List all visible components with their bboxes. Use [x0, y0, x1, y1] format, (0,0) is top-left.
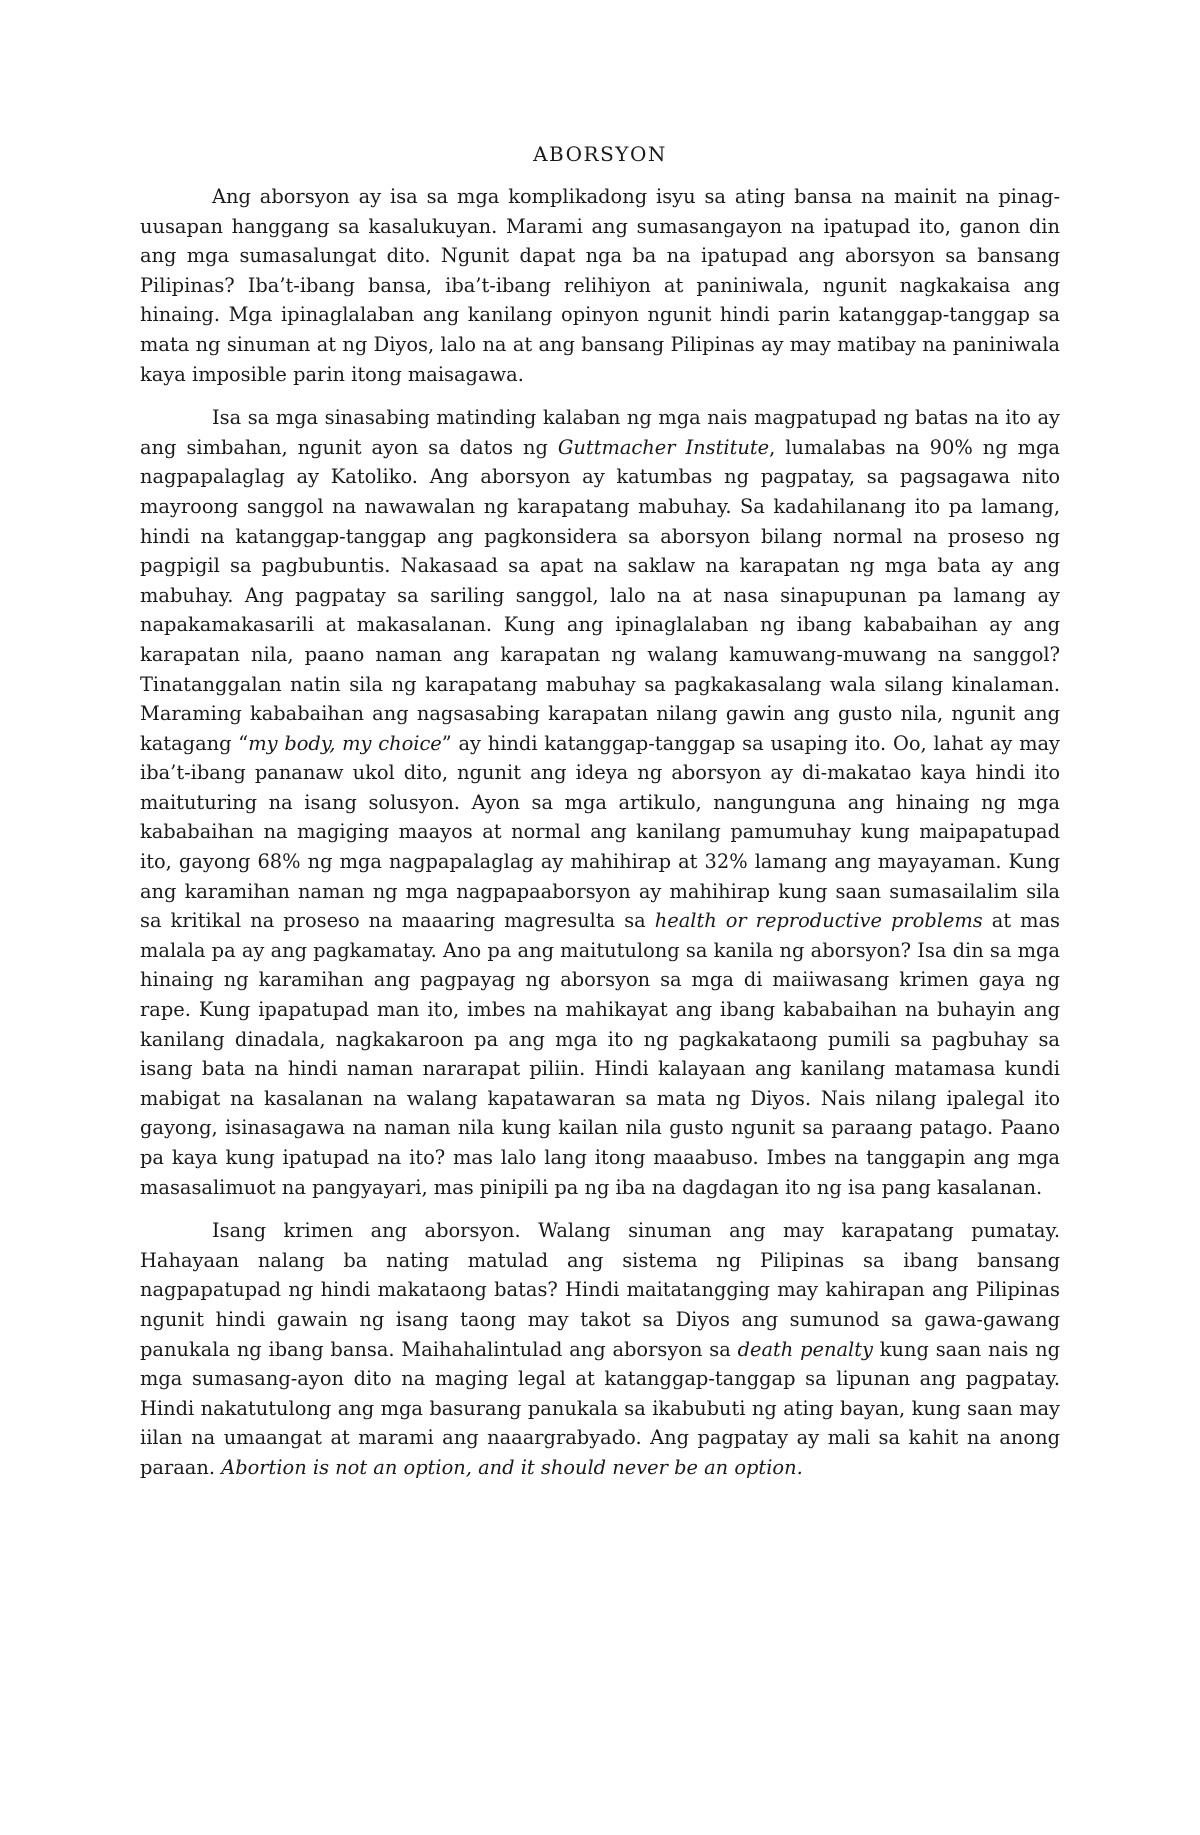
document-body — [140, 142, 1060, 1497]
document-title: ABORSYON — [533, 142, 667, 166]
paragraph-list — [140, 182, 1060, 1483]
paragraph-text: Ang aborsyon ay isa sa mga komplikadong isyu sa ating bansa na mainit na pinag-uusapan hanggang sa kasalukuyan. Marami ang sumasangayon na ipatupad ito, ganon din ang mga sumasalungat dito. Ngunit dapat nga ba na ipatupad ang aborsyon sa bansang Pilipinas? Iba’t-ibang bansa, iba’t-ibang relihiyon at paniniwala, ngunit nagkakaisa ang hinaing. Mga ipinaglalaban ang kanilang opinyon ngunit hindi parin katanggap-tanggap sa mata ng sinuman at ng Diyos, lalo na at ang bansang Pilipinas ay may matibay na paniniwala kaya imposible parin itong maisagawa. — [140, 185, 1060, 386]
paragraph-text: , lumalabas na 90% ng mga nagpapalaglag ay Katoliko. Ang aborsyon ay katumbas ng pagpatay, sa pagsagawa nito mayroong sanggol na nawawalan ng karapatang mabuhay. Sa kadahilanang ito pa lamang, hindi na katanggap-tanggap ang pagkonsidera sa aborsyon bilang normal na proseso ng pagpigil sa pagbubuntis. Nakasaad sa apat na saklaw na karapatan ng mga bata ay ang mabuhay. Ang pagpatay sa sariling sanggol, lalo na at nasa sinapupunan pa lamang ay napakamakasarili at makasalanan. Kung ang ipinaglalaban ng ibang kababaihan ay ang karapatan nila, paano naman ang karapatan ng walang kamuwang-muwang na sanggol? Tinatanggalan natin sila ng karapatang mabuhay sa pagkakasalang wala silang kinalaman. Maraming kababaihan ang nagsasabing karapatan nilang gawin ang gusto nila, ngunit ang katagang “ — [140, 435, 1060, 755]
paragraph — [140, 1216, 1060, 1482]
paragraph-text: Isang krimen ang aborsyon. Walang sinuman ang may karapatang pumatay. Hahayaan nalang ba nating matulad ang sistema ng Pilipinas sa ibang bansang nagpapatupad ng hindi makataong batas? Hindi maitatangging may kahirapan ang Pilipinas ngunit hindi gawain ng isang taong may takot sa Diyos ang sumunod sa gawa-gawang panukala ng ibang bansa. Maihahalintulad ang aborsyon sa — [140, 1219, 1060, 1361]
paragraph-text: kung saan nais ng mga sumasang-ayon dito na maging legal at katanggap-tanggap sa lipunan ang pagpatay. Hindi nakatutulong ang mga basurang panukala sa ikabubuti ng ating bayan, kung saan may iilan na umaangat at marami ang naaargrabyado. Ang pagpatay ay mali sa kahit na anong paraan. — [140, 1337, 1060, 1479]
italic-text: health or reproductive problems — [654, 909, 983, 933]
paragraph-text: Isa sa mga sinasabing matinding kalaban ng mga nais magpatupad ng batas na ito ay ang simbahan, ngunit ayon sa datos ng — [140, 406, 1060, 459]
italic-text: Guttmacher Institute — [557, 435, 770, 459]
paragraph — [140, 403, 1060, 1202]
italic-text: Abortion is not an option, and it should never be an option. — [221, 1455, 803, 1479]
italic-text: my body, my choice — [248, 731, 442, 755]
italic-text: death penalty — [737, 1337, 873, 1361]
paragraph-text: ” ay hindi katanggap-tanggap sa usaping ito. Oo, lahat ay may iba’t-ibang pananaw ukol dito, ngunit ang ideya ng aborsyon ay di-makatao kaya hindi ito maituturing na isang solusyon. Ayon sa mga artikulo, nangunguna ang hinaing ng mga kababaihan na magiging maayos at normal ang kanilang pamumuhay kung maipapatupad ito, gayong 68% ng mga nagpapalaglag ay mahihirap at 32% lamang ang mayayaman. Kung ang karamihan naman ng mga nagpapaaborsyon ay mahihirap kung saan sumasailalim sila sa kritikal na proseso na maaaring magresulta sa — [140, 731, 1060, 933]
paragraph-text: at mas malala pa ay ang pagkamatay. Ano pa ang maitutulong sa kanila ng aborsyon? Isa din sa mga hinaing ng karamihan ang pagpayag ng aborsyon sa mga di maiiwasang krimen gaya ng rape. Kung ipapatupad man ito, imbes na mahikayat ang ibang kababaihan na buhayin ang kanilang dinadala, nagkakaroon pa ang mga ito ng pagkakataong pumili sa pagbuhay sa isang bata na hindi naman nararapat piliin. Hindi kalayaan ang kanilang matamasa kundi mabigat na kasalanan na walang kapatawaran sa mata ng Diyos. Nais nilang ipalegal ito gayong, isinasagawa na naman nila kung kailan nila gusto ngunit sa paraang patago. Paano pa kaya kung ipatupad na ito? mas lalo lang itong maaabuso. Imbes na tanggapin ang mga masasalimuot na pangyayari, mas pinipili pa ng iba na dagdagan ito ng isa pang kasalanan. — [140, 909, 1060, 1199]
paragraph — [140, 182, 1060, 389]
